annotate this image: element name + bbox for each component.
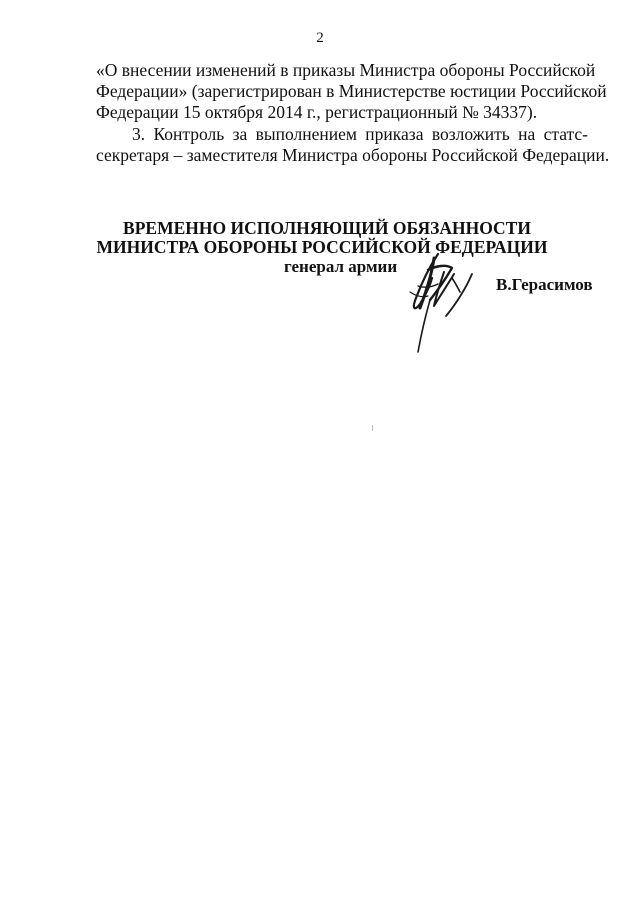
text-line: Федерации» (зарегистрирован в Министерстве юстиции Российской	[96, 81, 607, 101]
signatory-title-line-2: МИНИСТРА ОБОРОНЫ РОССИЙСКОЙ ФЕДЕРАЦИИ	[96, 237, 548, 257]
paragraph-control-clause	[96, 124, 610, 166]
text-line: секретаря – заместителя Министра обороны Российской Федерации.	[96, 145, 610, 165]
signatory-name: В.Герасимов	[496, 275, 593, 294]
signatory-rank: генерал армии	[284, 257, 398, 276]
text-line: Федерации 15 октября 2014 г., регистрационный № 34337).	[96, 102, 538, 122]
signatory-title-line-1: ВРЕМЕННО ИСПОЛНЯЮЩИЙ ОБЯЗАННОСТИ	[123, 218, 531, 238]
text-line: 3. Контроль за выполнением приказа возложить на статс-	[132, 124, 588, 144]
body-text	[96, 60, 610, 166]
handwritten-signature	[400, 248, 480, 358]
paragraph-amendment-reference	[96, 60, 607, 123]
text-line: «О внесении изменений в приказы Министра обороны Российской	[96, 60, 596, 80]
scan-speck	[372, 425, 373, 431]
page-number: 2	[316, 30, 324, 46]
